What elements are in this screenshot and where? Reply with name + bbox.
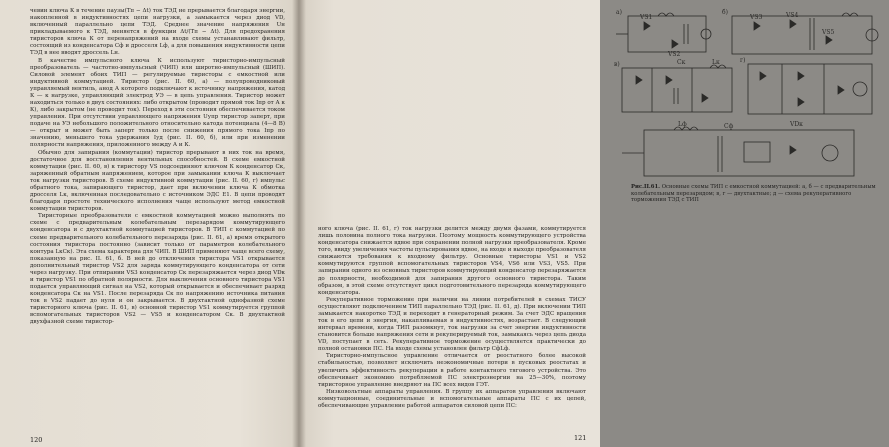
paragraph: Низковольтные аппараты управления. В группу их аппаратов управления включают коммутационные, соединительные и вспомогательные аппараты ПС с их цепей, обеспечивающие управление работой аппаратов силовой цепи ПС:	[318, 388, 586, 409]
circuit-panel-d	[748, 64, 872, 114]
figure-label: VS1	[640, 14, 653, 21]
figure-label: VS5	[822, 29, 835, 36]
paragraph: ного ключа (рис. II. 61, г) ток нагрузки делится между двумя фазами, коммутируется лишь половина полного тока нагрузки. Поэтому мощность коммутирующего устройства конденсатора снижается вдвое при сохранении полной нагрузки преобразователя. Кроме того, ввиду увеличения частоты пульсирования вдвое, на входе и выходе преобразователя снижаются требования к входному фильтру. Основные тиристоры VS1 и VS2 коммутируются группой вспомогательных тиристоров VS4, VS6 или VS3, VS5. При запирании одного из основных тиристоров коммутирующий конденсатор перезаряжается до полярности, необходимой для запирания другого основного тиристора. Таким образом, в этой схеме отсутствует цикл подготовительного перезаряда коммутирующего конденсатора.	[318, 226, 586, 296]
circuit-panel-a	[616, 13, 711, 52]
figure-label: г)	[740, 57, 746, 64]
figure-label: в)	[614, 61, 620, 68]
figure-label: Cф	[724, 123, 734, 130]
right-page-text	[318, 226, 586, 410]
figure-label: VS4	[786, 12, 799, 19]
figure-label: б)	[722, 9, 728, 16]
page-number-right: 121	[574, 434, 587, 442]
paragraph: Тиристорно-импульсное управление отличается от реостатного более высокой стабильностью, позволяет исключить неэкономичные потери в пусковых реостатах и увеличить эффективность рекуперации в работе контактного тягового устройства. Это обеспечивает экономию потребляемой ПС электроэнергии на 25—30%, поэтому тиристорное управление внедряют на ПС всех видов ГЭТ.	[318, 353, 586, 388]
circuit-panel-e	[622, 127, 854, 176]
left-page	[0, 0, 298, 447]
paragraph: Обычно для запирания (коммутации) тиристор прерывают в них ток на время, достаточное для восстановления вентильных способностей. В схеме емкостной коммутации (рис. II. 60, в) к тиристору VS подсоединяют ключом К конденсатор Cк, заряженный обратным напряжением, которое при замыкании ключа К выключает ток нагрузки тиристоров. В схеме индуктивной коммутации (рис. II. 60, г) импульс обратного тока, запирающего тиристор, дает при включении ключа К обмотка дросселя Lк, включенная последовательно с источником ЭДС E1. В цепи проводят благодаря простоте технического исполнения чаще используют метод емкостной коммутации тиристоров.	[30, 149, 285, 213]
figure-label: VDк	[790, 121, 803, 128]
paragraph: Тиристорные преобразователи с емкостной коммутацией можно выполнять по схеме с предварительным колебательным перезарядом коммутирующего конденсатора и с двухтактной коммутацией тиристоров. В ТИП с коммутацией по схеме предварительного колебательного перезаряда (рис. II. 61, а) время открытого состояния тиристора постоянно (зависит только от параметров колебательного контура LкCк). Эта схема характерна для ЧИП. В ШИП применяют чаще всего схему, показанную на рис. II. 61, б. В ней до отключения тиристора VS1 открывается дополнительный тиристор VS2 для заряда коммутирующего конденсатора от сети через нагрузку. При отпирании VS3 конденсатор Cк перезаряжается через диод VDк и тиристор VS1 по обратной полярности. Для выключения основного тиристора VS1 подается управляющий сигнал на VS2, который открывается и обеспечивает разряд конденсатора Cк на VS1. После перезаряда Cк по напряжению источника питания ток в VS2 падает до нуля и он закрывается. В двухтактной однофазной схеме тиристорного ключа (рис. II. 61, в) основной тиристор VS1 коммутируется группой вспомогательных тиристоров VS2 — VS5 и конденсатором Cк. В двухтактной двухфазной схеме тиристор-	[30, 213, 285, 326]
circuit-diagram-figure	[614, 6, 889, 186]
page-number-left: 120	[30, 436, 43, 444]
paragraph: Рекуперативное торможение при наличии на линии потребителей в схемах ТИСУ осуществляют подключением ТИП параллельно ТЭД (рис. II. 61, д). При включении ТИП замыкается накоротко ТЭД и переходит в генераторный режим. За счет ЭДС вращения ток в его цепи и энергия, накапливаемая в индуктивностях, возрастает. В следующий интервал времени, когда ТИП разомкнут, ток нагрузки за счет энергии индуктивности становится больше напряжения сети и рекуперируемый ток, замыкаясь через цепь диода VD, поступает в сеть. Рекуперативное торможение осуществляется практически до полной остановки ПС. На входе схемы установлен фильтр CфLф.	[318, 296, 586, 353]
caption-label: Рис.II.61.	[631, 184, 660, 190]
caption-text: Основные схемы ТИП с емкостной коммутацией: а, б — с предварительным колебательным перезарядом; в, г — двухтактные; д — схема рекуперативного торможения ТЭД с ТИП	[631, 184, 876, 204]
paragraph: В качестве импульсного ключа К используют тиристорно-импульсный преобразователь — частотно-импульсный (ЧИП) или широтно-импульсный (ШИП). Силовой элемент обоих ТИП — регулируемые тиристоры с емкостной или индуктивной коммутацией. Тиристор (рис. II. 60, а) — полупроводниковый управляемый вентиль, анод А которого подключают к источнику напряжения, катод К — к нагрузке, управляющий электрод УЭ — в цепь управления. Тиристор может находиться только в двух состояниях: либо открытом (проводит прямой ток Iпр от А к К), либо закрытом (не проводит ток). Переход в эти состояния обеспечивается током управления. При отсутствии управляющего напряжения Uупр тиристор заперт, при подаче на УЭ небольшого положительного относительно катода потенциала (4—8 В) — открыт и может быть заперт только после снижения прямого тока Iпр по значению, меньшего тока удержания Iуд (рис. II. 60, б), или при изменении полярности напряжения, приложенного между А и К.	[30, 57, 285, 149]
circuit-panel-c	[622, 65, 732, 112]
figure-label: Cк	[677, 59, 686, 66]
figure-label: VS2	[668, 51, 681, 58]
figure-label: а)	[616, 9, 622, 16]
figure-label: Lк	[712, 59, 720, 66]
left-page-text	[30, 8, 285, 327]
figure-caption	[631, 184, 881, 204]
figure-label: Lф	[678, 121, 687, 128]
paragraph: чевин ключа К в течение паузы(Tп − Δt) ток ТЭД не прерывается благодаря энергии, накопленной в индуктивностях цепи нагрузки, а замыкается через диод VD, включенный параллельно цепи ТЭД. Среднее значение напряжения Uн прикладываемого к ТЭД, меняется в функции Δt/(Tп − Δt). Для предохранения тиристоров ключа К от перенапряжений на входе схемы устанавливают фильтр, состоящий из конденсатора Cф и дросселя Lф, а для повышения индуктивности цепи ТЭД в нее вводят дроссель Lн.	[30, 8, 285, 57]
figure-label: VS3	[750, 14, 763, 21]
